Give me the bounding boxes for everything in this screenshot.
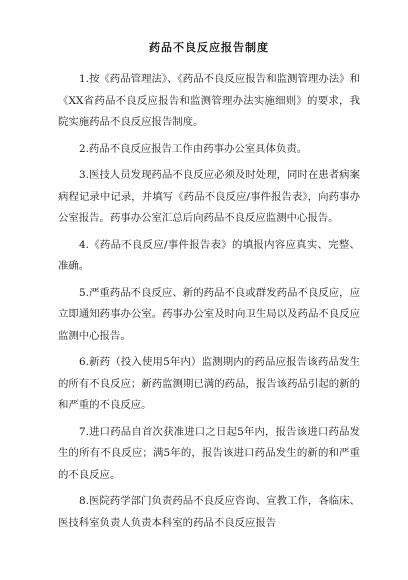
paragraph-8: 8.医院药学部门负责药品不良反应咨询、宣教工作，各临床、医技科室负责人负责本科室的药品不良反应报告 xyxy=(58,495,360,529)
paragraph-7: 7.进口药品自首次获准进口之日起5年内，报告该进口药品发生的所有不良反应；满5年的，报告该进口药品发生的新的和严重的不良反应。 xyxy=(58,425,360,481)
paragraph-4: 4.《药品不良反应/事件报告表》的填报内容应真实、完整、准确。 xyxy=(58,238,360,272)
document-title: 药品不良反应报告制度 xyxy=(149,41,269,54)
paragraph-1: 1.按《药品管理法》、《药品不良反应报告和监测管理办法》和《XX省药品不良反应报告和监测管理办法实施细则》的要求，我院实施药品不良反应报告制度。 xyxy=(58,73,360,128)
paragraph-3: 3.医技人员发现药品不良反应必须及时处理，同时在患者病案病程记录中记录，并填写《药品不良反应/事件报告表》，向药事办公室报告。药事办公室汇总后向药品不良反应监测中心报告。 xyxy=(58,169,360,224)
paragraph-6: 6.新药（投入使用5年内）监测期内的药品应报告该药品发生的所有不良反应；新药监测期已满的药品，报告该药品引起的新的和严重的不良反应。 xyxy=(58,356,360,411)
paragraph-5: 5.严重药品不良反应、新的药品不良或群发药品不良反应，应立即通知药事办公室。药事办公室及时向卫生局以及药品不良反应监测中心报告。 xyxy=(58,286,360,342)
paragraph-2: 2.药品不良反应报告工作由药事办公室具体负责。 xyxy=(79,142,308,155)
